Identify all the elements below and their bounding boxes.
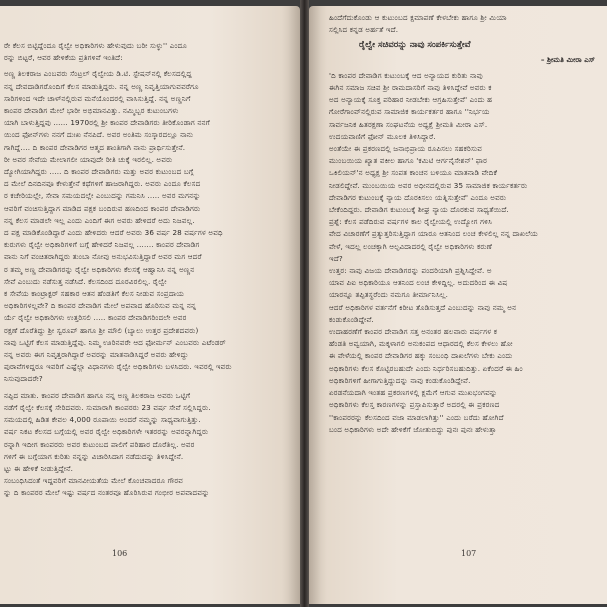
text-line: ಸೇವೆ ಎಂಬುದು ನಡೆಸುತ್ತ ನಡೆಸಿದೆ. ಕೆಲಸದಿಂದ ದೂರವಿರಲಿಲ್ಲ. ರೈಲ್ವೇ	[4, 276, 167, 286]
text-line: ಗಳಿಗೆ ಈ ಬಗ್ಗೆಯಾಗ ಕುರಿತು ನನ್ನನ್ನು ವಿಚಾರಿಸಿದಾಗ ನಡೆದುದನ್ನು ತಿಳಿಸಿದ್ದೇನೆ.	[4, 451, 184, 461]
text-line: ಯಾರನ್ನೂ ತಪ್ಪಿತಸ್ಥರೆಂದು ನಮಗೂ ತೀರ್ಮಾನಿಸಿಲ್ಲ.	[329, 290, 449, 300]
left-page	[0, 6, 300, 604]
text-line: ಅಧಿಕಾರಿಗಳಲ್ಲವೇ? ದಿ ಕಾಂಪರ ದೇವಾಡಿಗ ಮೇಲೆ ಅಪವಾದ ಹೊರಿಸುವ ಮನ್ನ ನನ್ನ	[4, 301, 197, 311]
text-line: ಸಲ್ಲಿಸಿದ ಕನ್ನಡ ಅರ್ಹತೆ ಇದೆ.	[329, 25, 399, 35]
text-line: ಉದಯವಾಣಿಗೆ ಫೋನ್ ಮೂಲಕ ತಿಳಿಸಿದ್ದಾರೆ.	[329, 131, 436, 141]
text-line: ಸಾರಿಗಳಿಂದ ಇದೇ ಚಾಳ್‌ನಲ್ಲಿರುವ ಮನೆಯೊಂದರಲ್ಲಿ ವಾಸಿಸುತ್ತಿದ್ದೆ. ನನ್ನ ಅಣ್ಣನಿಗೆ	[4, 93, 191, 103]
text-line: ನನ್ನ ದೇವದಾಡಿಗರೊಂದಿಗೆ ಕೆಲಸ ಮಾಡುತ್ತಿದ್ದರು. ನನ್ನ ಅಣ್ಣ ನಿವೃತ್ತಿಯಾಗುವವರೆಗೂ	[4, 81, 199, 91]
text-line: ಸಮಯದಲ್ಲಿ ಹಿಡಿತ ಕೇವಲ 4,000 ರೂಪಾಯಿ ಅಂದರೆ ನಮ್ಮನ್ನು ಸಾಧ್ಯವಾಗುತ್ತಿತ್ತು.	[4, 415, 201, 425]
text-line: ಪ್ರಶ್ನೆ: ಕೆಲಸ ಪಡೆದಿರುವ ವರ್ಷಗಳ ಕಾಲ ರೈಲ್ವೇಯಲ್ಲಿ ಉದ್ಯೋಗ ಗಳಿಸಿ	[329, 217, 493, 227]
page-fold-shadow	[309, 6, 327, 604]
text-line: ರೀ ಅವರ ಸೇವೆಯ ಮೇಲಾಗಲೀ ಯಾವುದೇ ರೀತಿ ಚುಕ್ಕೆ ಇರಲಿಲ್ಲ. ಅವರು	[4, 154, 173, 164]
right-page	[309, 6, 607, 604]
text-line: ಈ ವೇಳೆಯಲ್ಲಿ ಕಾಂಪರ ದೇವಾಡಿಗರ ಹಕ್ಕು ಸಂಬಂಧಿ ದಾಖಲೆಗಳು ಬೇಕು ಎಂದು	[329, 351, 513, 361]
text-line: ''ಕಾಂಪರರನ್ನು ಕೆಲಸದಿಂದ ವಜಾ ಮಾಡಲಾಗಿತ್ತು'' ಎಂದು ಬರೆದು ಹೋಗಿದೆ	[329, 412, 504, 422]
text-line: ರ ಕಚೇರಿಯಲ್ಲೇ, ಸೇವಾ ಸಮಯದಲ್ಲೇ ಎಂಬುದನ್ನು ಗಮನಿಸಿ ..... ಅವರ ಮಗನನ್ನು	[4, 191, 201, 201]
text-line: ಬಂದ ಅಧಿಕಾರಿಗಳು ಅದೇ ಹೇಳಿಕೆಗೆ ಜೋತುಬಿದ್ದು ಪುನಃ ಪುನಃ ಹೇಳುತ್ತಾ	[329, 424, 497, 434]
text-line: ಟ್ಟು ಈ ಹೇಳಿಕೆ ನೀಡುತ್ತಿದ್ದೇನೆ.	[4, 463, 74, 473]
right-page-body	[329, 70, 605, 436]
text-line: ನಡೆಗೆ ರೈಲ್ವೇ ಕೆಲಸಕ್ಕೆ ಸೇರಿದವರು. ಸುಮಾರಾಗಿ ಕಾಂಪರರು 23 ವರ್ಷ ಸೇವೆ ಸಲ್ಲಿಸಿದ್ದರು.	[4, 402, 211, 412]
text-line: ವಾನು ನಿಗೆ ವಂಚಿತರಾಗಿದ್ದರು ತುಂಬಾ ನೋವು ಅನುಭವಿಸುತ್ತಿದ್ದಾರೆ ಅವರ ಮಗ ಆದರೆ	[4, 252, 202, 262]
text-line: ಆವರಿಗೆ ವಂಚಿಸುತ್ತಿದ್ದಾಗ ಮಾಡಿದ ಪಕ್ಷಕ ಬಂದಿರುವ ಹಣದಿಂದ ಕಾಂಪರ ದೇವಾಡಿಗರು	[4, 203, 201, 213]
text-line: ಅಧಿಕಾರಿಗಳು ಕೆಲಸ ಕೊಟ್ಟಿರಬಹುದೇ ಎಂದು ನಿರ್ಧರಿಸಬಹುದಿತ್ತು. ಏಕೆಂದರೆ ಈ ಹಿಂ	[329, 363, 523, 373]
right-page-text	[329, 12, 605, 436]
text-line: ಅದ ಅನ್ಯಾಯಕ್ಕೆ ಸೂಕ್ತ ಪರಿಹಾರ ನೀಡಬೇಕು ಆಗ್ರಹಿಸುತ್ತೇವೆ' ಎಂದು ಹ	[329, 95, 493, 105]
text-line: ನಾವು ಒಟ್ಟಿಗೆ ಕೆಲಸ ಮಾಡುತ್ತಿದ್ದೆವು. ನಿಮ್ಮ ಊರಿನವರೇ ಆದ ಫೋರ್ಮನ್ ಎಂಬವರು ಎಟೆಂಡರ್	[4, 337, 226, 347]
text-line: ಒಕಿಲಿಯನ್'ನ ಅಧ್ಯಕ್ಷ ಶ್ರೀ ಸಂಪತ ಕಾಂಚನ ಬಳಿಯೂ ಮಾತನಾಡಿ ವೇದಿಕೆ	[329, 168, 498, 178]
text-line: ಗಾಗಿದ್ದೆ.... ದಿ ಕಾಂಪರ ದೇವಾಡಿಗರ ಆತ್ಮದ ಶಾಂತಿಗಾಗಿ ನಾನು ಪ್ರಾರ್ಥಿಸುತ್ತೇನೆ.	[4, 142, 186, 152]
text-line: ಅಣ್ಣ ತಿಲಕರಾಜ ಎಂಬವರು ಸೆಂಟ್ರಲ್ ರೈಲ್ವೇಯ ಡಿ.ಟಿ. ಸ್ಟೇಷನ್‌ನಲ್ಲಿ ಕೆಲಸದಲ್ಲಿದ್ದ	[4, 69, 192, 79]
text-line: ನಪ್ಪಿದ ಮಾತು. ಕಾಂಪರ ದೇವಾಡಿಗ ಹಾಗೂ ನನ್ನ ಅಣ್ಣ ತಿಲಕರಾಜ ಅವರು ಒಟ್ಟಿಗೆ	[4, 390, 191, 400]
book-gutter	[300, 0, 309, 607]
text-line: ರನ್ನಾಗಿ ಇದೀಗ ಕಾಂಪರರು ಅವರ ಕುಟುಂಬದ ಪಾಲಿಗೆ ಪರಿಹಾರ ದೊರೆತಿಲ್ಲ. ಅವರ	[4, 439, 195, 449]
text-line: ಮುಂಬಯಿಯ ಖ್ಯಾತ ವಕೀಲ ಹಾಗೂ 'ಕಮಿಟಿ ಆರ್ಗನೈಸೇಶನ್' ಫಾರ	[329, 156, 488, 166]
text-line: ಅಂತೆಯೇ ಈ ಪ್ರಕರಣದಲ್ಲಿ ಜನಾಭಿಪ್ರಾಯ ರೂಪಿಸಲು ಸಹಕರಿಸುವ	[329, 144, 483, 154]
text-line: ಏರಡನೆಯದಾಗಿ ಇಂತಹ ಪ್ರಕರಣಗಳಲ್ಲಿ ಕ್ಷಮೆಗೆ ಆಗುವ ಮುಖಭಂಗವನ್ನು	[329, 388, 498, 398]
text-line: ದ ಪಕ್ಷ ಮಾಡಿಕೊಂಡಿದ್ದಾರೆ ಎಂದು ಹೇಳಿದರು ಆದರೆ ಅವರು 36 ವರ್ಷ 28 ವರ್ಷಗಳ ಅವಧಿ	[4, 228, 223, 238]
text-line: ವೇಳೆ, ಇದಲ್ಲ ಲಂಚಕ್ಕಾಗಿ ಆಲ್ಪವಿದಾದರಲ್ಲಿ ರೈಲ್ವೇ ಅಧಿಕಾರಿಗಳು ಕರುಣೆ	[329, 241, 493, 251]
text-line: ದ್ಯೋಗಿಯಾಗಿದ್ದರು ..... ದಿ ಕಾಂಪರ ದೇವಾಡಿಗರು ಮತ್ತು ಅವರ ಕುಟುಂಬದ ಬಗ್ಗೆ	[4, 167, 194, 177]
text-line: ಅಧಿಕಾರಿಗಳು ಕೆಲಸ್ತ ಕಾರಣಗಳನ್ನು ಪ್ರಸ್ತಾಪಿಸುತ್ತಾರೆ ಅದರಲ್ಲಿ ಈ ಪ್ರಕರಣದ	[329, 400, 500, 410]
page-number-left: 106	[112, 549, 128, 558]
text-line: ನಿಸುವುದಾದರೇ?	[4, 374, 43, 384]
text-line: ನನ್ನ ಅವರು ಈಗ ನಿವೃತ್ತರಾಗಿದ್ದಾರೆ ಅವರನ್ನು ಮಾತನಾಡಿಸಿದ್ದರೆ ಅವರು ಹೇಳಿದ್ದು	[4, 350, 189, 360]
text-line: ಅಧಿಕಾರಿಗಳಿಗೆ ಹೀಗಾಗುತ್ತಿದ್ದುದನ್ನು ನಾವು ಕಂಡುಕೊಂಡಿದ್ದೇವೆ.	[329, 375, 471, 385]
text-line: ಹೆಂಡತಿ ಅವ್ವಯಾಗಿ, ಮಕ್ಕಳಾಗಲಿ ಅನುಕಂಪದ ಆಧಾರದಲ್ಲಿ ಕೆಲಸ ಕೇಳಲು ಹೋ	[329, 339, 513, 349]
text-line: ನೀಡಲಿದ್ದೇವೆ. ಮುಂಬಯಿಯ ಅವರ ಅಧೀನದಲ್ಲಿರುವ 35 ಸಾಮಾಜಿಕ ಕಾರ್ಯಕರ್ತರು	[329, 180, 528, 190]
text-line: ವರ್ಷ ನಿಕಟ ಕೆಲಸದ ಬಗ್ಗೆಯಲ್ಲಿ ಅವರ ರೈಲ್ವೇ ಅಧಿಕಾರಿಗಳೇ ಇತರರನ್ನು ಅವರನ್ನಾಗಿದ್ದರು	[4, 427, 209, 437]
text-line: ಇದೆ?	[329, 253, 343, 263]
text-line: ಕಂಡುಕೊಂಡಿದ್ದೇವೆ.	[329, 314, 374, 324]
text-line: ಕ ಸೇವೆಯ ಕಾಂಟ್ರಾಕ್ಟರ್ ಸಹಕಾರ ಆತನ ಹೆಂಡತಿಗೆ ಕೆಲಸ ನೀಡುವ ಸಂಪ್ರದಾಯ	[4, 289, 185, 299]
text-line: ಗೋರೆಗಾಂವ್‌ನಲ್ಲಿರುವ ಸಾಮಾಜಿಕ ಕಾರ್ಯಕರ್ತರ ಹಾಗೂ ''ನಿರ್ಭಯ	[329, 107, 490, 117]
text-line: ಪುರಾವೆಗಳಿದ್ದರೂ ಇವರಿಗೆ ಎಷ್ಟೆಲ್ಲಾ ವಿಧಾನಗಳು ರೈಲ್ವೇ ಅಧಿಕಾರಿಗಳು ಬಳಸಿದರು. ಇವರಲ್ಲಿ ಇವರು	[4, 362, 232, 372]
text-line: ದೇವಾಡಿಗರ ಕುಟುಂಬಕ್ಕೆ ನ್ಯಾಯ ದೊರಕಿಸಲು ಯತ್ನಿಸುತ್ತೇವೆ' ಎಂದೂ ಅವರು	[329, 192, 507, 202]
text-line: ಯಿಂದ ಫೋನ್‌ಗಳು ನನಗೆ ದುಃಖ ನೆನಪಿದೆ. ಅವರ ಅಂತಿಮ ಸಂಸ್ಕಾರದಲ್ಲೂ ನಾನು	[4, 130, 194, 140]
text-line: ಯಾಗಿ ಬಾಳುತ್ತಿದ್ದವು ...... 1970ರಲ್ಲಿ ಶ್ರೀ ಕಾಂಪರ ದೇವಾಡಿಗರು ತೀರಿಕೊಂಡಾಗ ನನಗೆ	[4, 118, 210, 128]
text-line: 'ದಿ ಕಾಂಪರ ದೇವಾಡಿಗ ಕುಟುಂಬಕ್ಕೆ ಆದ ಅನ್ಯಾಯದ ಕುರಿತು ನಾವು	[329, 70, 483, 80]
text-line: ಸಂಬಂಧಿಸಿದಂತೆ ಇದ್ದವರಿಗೆ ಮಾನವೀಯತೆಯ ಮೇಲೆ ಕೊಂಚವಾದರೂ ಗೌರವ	[4, 476, 184, 486]
text-line: ಹಿಂದೆಗೆದುಕೊಂಡು ಆ ಕುಟುಂಬದ ಕ್ಷಮಾಪಣೆ ಕೇಳಬೇಕು ಹಾಗೂ ಶ್ರೀ ಮಿಯಾ	[329, 13, 507, 22]
text-line: ಬೇಕೆಂದಿದ್ದರು. ದೇವಾಡಿಗ ಕುಟುಂಬಕ್ಕೆ ಶೀಘ್ರ ನ್ಯಾಯ ದೊರಕುವ ಸಾಧ್ಯತೆಯಿದೆ.	[329, 205, 509, 215]
text-line: ಈಗಿನ ಸಮಾಜ ಸಚಿವ ಶ್ರೀ ರಾಮದಾಸರಿಗೆ ನಾವು ತಿಳಿಸಿದ್ದೇವೆ ಅವರು ಕ	[329, 83, 492, 93]
text-line: ಕಾಂಪರ ದೇವಾಡಿಗ ಮೇಲೆ ಭಾರೀ ಅಭಿಮಾನವಿತ್ತು. ನಮ್ಮಿಬ್ಬರ ಕುಟುಂಬಗಳು	[4, 106, 179, 116]
text-line: ಯಾವ ಪಿಐ ಅಧಿಕಾರಿಯೂ ಆತನಿಂದ ಲಂಚ ಕೇಳಿದ್ದಿಲ್ಲ. ಅದುದರಿಂದ ಈ ವಿಷ	[329, 278, 508, 288]
text-line: ರೇ ಕೆಲಸ ಬಿಟ್ಟಿದ್ದೆಂದೂ ರೈಲ್ವೇ ಅಧಿಕಾರಿಗಳು ಹೇಳುವುದು ಬರೀ ಸುಳ್ಳು'' ಎಂದೂ	[4, 41, 188, 50]
text-line: ಸಾರ್ವಜನಿಕ ಹಿತರಕ್ಷಣಾ ಸಂಘಟನೆಯ ಅಧ್ಯಕ್ಷೆ ಶ್ರೀಮತಿ ಮೀರಾ ಎಸ್.	[329, 119, 488, 129]
text-line: ರಕ್ಷಣೆ ದೊರೆತಿದ್ದು ಶ್ರೀ ಸ್ವರೂಪ್ ಹಾಗೂ ಶ್ರೀ ಮೌಲಿ (ಬ್ಯಾಲು ಉತ್ತರ ಪ್ರದೇಶದವರು)	[4, 325, 199, 335]
right-page-top-lines	[329, 12, 605, 36]
text-line: ಉತ್ತರ: ನಾವು ವಿಜಯ ದೇವಾಡಿಗರನ್ನು ಪಂದರಿಯಾಗಿ ಪ್ರಶ್ನಿಸಿದ್ದೇವೆ. ಅ	[329, 266, 492, 276]
text-line: ಕುರುಗಳು ರೈಲ್ವೇ ಅಧಿಕಾರಿಗಳಿಗೆ ಬಗ್ಗೆ ಹೇಳಿದರೆ ನಿಜವಲ್ಲ ....... ಕಾಂಪರ ದೇವಾಡಿಗ	[4, 240, 200, 250]
section-byline: – ಶ್ರೀಮತಿ ಮೀರಾ ಎಸ್	[540, 54, 595, 64]
left-page-text	[4, 40, 290, 500]
page-number-right: 107	[461, 549, 477, 558]
text-line: ವೇದ ವಿಚಾರಣೆಗೆ ಪ್ರತ್ಯುತ್ತರಿಸುತ್ತಿದ್ದಾಗ ಯಾರೂ ಆತನಿಂದ ಲಂಚ ಕೇಳಲಿಲ್ಲ ನನ್ನ ದಾಖಲೆಯ	[329, 229, 538, 239]
text-line: ರ್ಯೆ ರೈಲ್ವೇ ಅಧಿಕಾರಿಗಳು ಉತ್ತರಿಸಲಿ ..... ಕಾಂಪರ ದೇವಾಡಿಗರಿಂದಲೇ ಅವರ	[4, 313, 187, 323]
text-line: ಉದಾಹರಣೆಗೆ ಕಾಂಪರ ದೇವಾಡಿಗ ಸತ್ತ ಅನಂತರ ಹಲವಾರು ವರ್ಷಗಳ ಕ	[329, 327, 498, 337]
text-line: ನನ್ನ ಕೆಲಸ ಮಾಡಲೇ ಇಲ್ಲ ಎಂದು ಎಂದಿಗೆ ಈಗ ಅವರು ಹೇಳಿದರೆ ಅದು ನಿಜವಲ್ಲ.	[4, 215, 195, 225]
text-line: ರನ್ನು ಬಿಟ್ಟರೆ, ಆವರ ಹೇಳಿಕೆಯ ಪ್ರತಿಗಳಿವೆ ಇಂತಿದೆ:	[4, 53, 123, 63]
text-line: ದ ಮೇಲೆ ದಿನದಿನವೂ ಕೇಳುತ್ತೇನೆ ಕಥೆಗಳಿಗೆ ಹಾಜರಾಗಿದ್ದರು. ಅವರು ಎಂದೂ ಕೆಲಸದ	[4, 179, 201, 189]
text-line: ಆದರೆ ಅಧಿಕಾರಿಗಳ ವರ್ತನೆಗೆ ಕಿರೀಟ ತೊಡಿಸುತ್ತದೆ ಎಂಬುದನ್ನು ನಾವು ನಮ್ಮ ಅನ	[329, 302, 517, 312]
text-line: ರ ತಮ್ಮ ಅಣ್ಣ ದೇವಾಡಿಗರನ್ನು ರೈಲ್ವೇ ಅಧಿಕಾರಿಗಳು ಕೆಲಸಕ್ಕೆ ಆಹ್ವಾನಿಸಿ ನನ್ನ ಅಣ್ಣನ	[4, 264, 195, 274]
section-heading: ರೈಲ್ವೇ ಸಚಿವರನ್ನು ನಾವು ಸಂಪರ್ಕಿಸುತ್ತೇವೆ	[359, 40, 471, 51]
text-line: ನ್ನು ದಿ ಕಾಂಪರರ ಮೇಲೆ ಇಷ್ಟು ವರ್ಷದ ನಂತರವೂ ಹೊರಿಸಿರುವ ಗಂಭೀರ ಅಪವಾದವನ್ನು	[4, 488, 210, 498]
